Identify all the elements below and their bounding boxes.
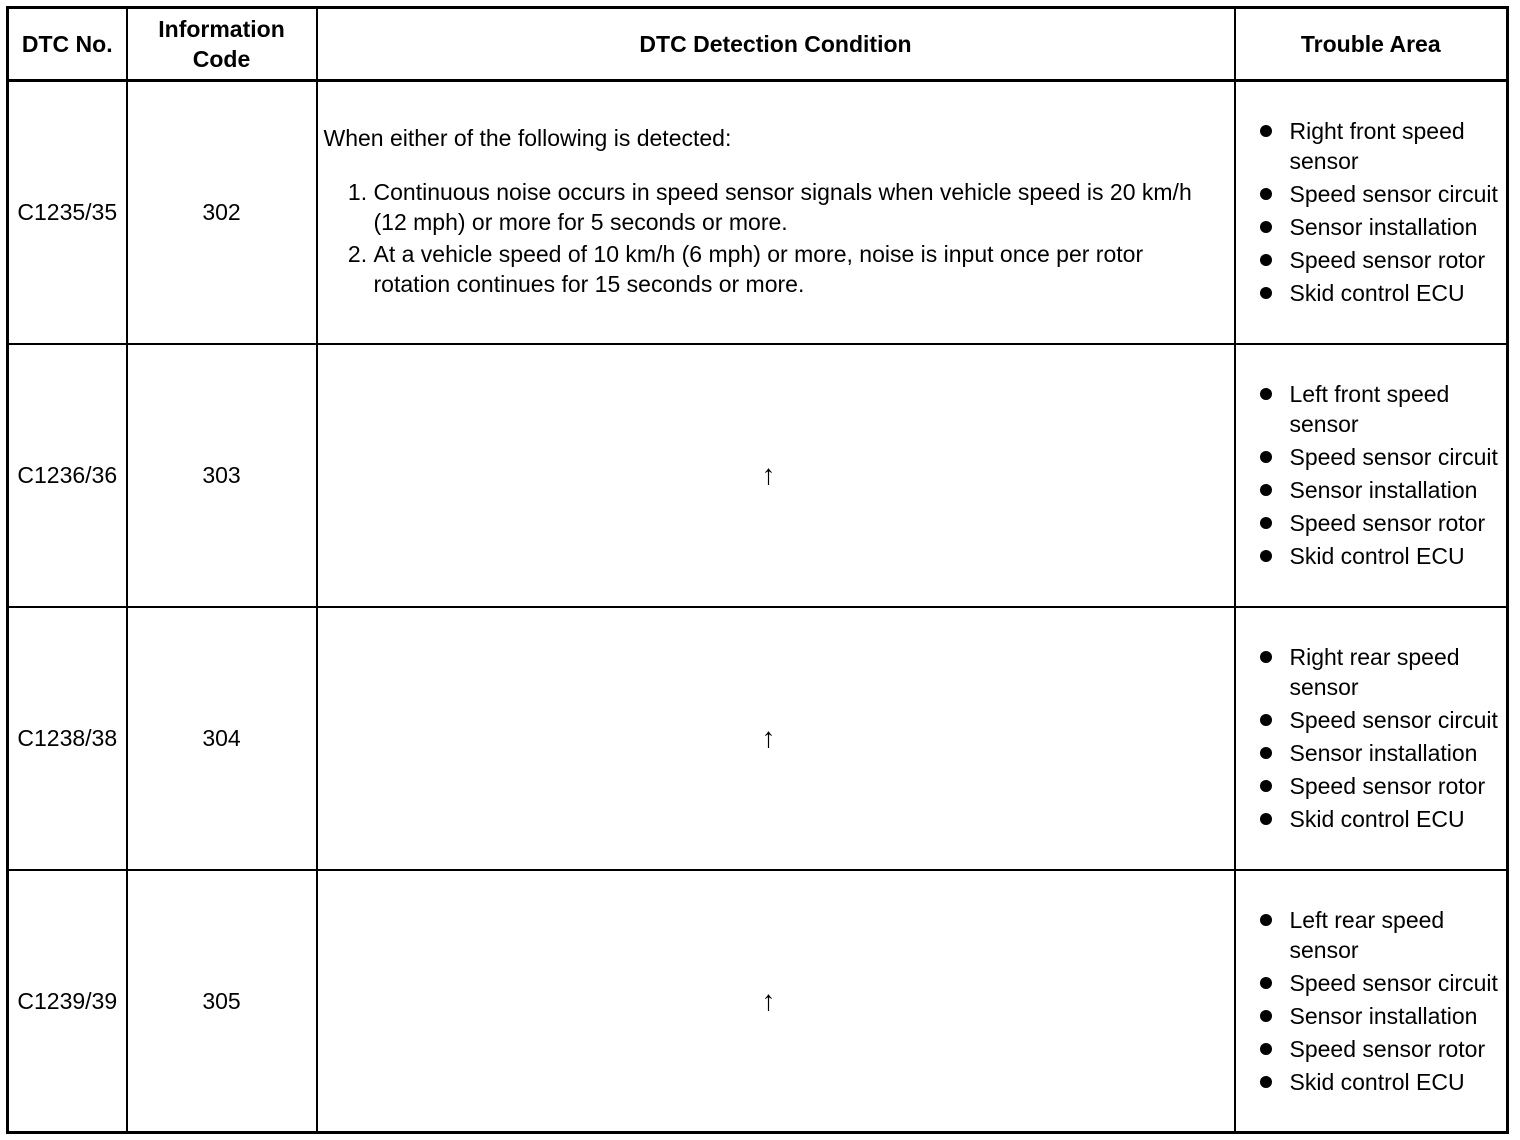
bullet-icon xyxy=(1260,188,1272,200)
bullet-icon xyxy=(1260,813,1272,825)
table-row xyxy=(8,81,1508,344)
header-information-code: Information Code xyxy=(127,8,317,81)
condition-intro: When either of the following is detected: xyxy=(323,125,732,152)
trouble-area xyxy=(1235,344,1508,607)
trouble-area-item: Skid control ECU xyxy=(1258,1067,1501,1097)
trouble-area-item: Speed sensor rotor xyxy=(1258,771,1501,801)
trouble-area-item: Speed sensor circuit xyxy=(1258,968,1501,998)
condition-item: 1. Continuous noise occurs in speed sensor signals when vehicle speed is 20 km/h (12 mph) or more for 5 seconds or more. xyxy=(374,177,1214,237)
bullet-icon xyxy=(1260,388,1272,400)
trouble-area-item: Sensor installation xyxy=(1258,1001,1501,1031)
dtc-table xyxy=(6,6,1509,1134)
table-row xyxy=(8,607,1508,870)
trouble-area-item: Left rear speed sensor xyxy=(1258,905,1501,965)
trouble-area-item: Sensor installation xyxy=(1258,738,1501,768)
header-trouble-area: Trouble Area xyxy=(1235,8,1508,81)
trouble-area-item: Speed sensor rotor xyxy=(1258,508,1501,538)
bullet-icon xyxy=(1260,484,1272,496)
trouble-area xyxy=(1235,81,1508,344)
condition-list xyxy=(324,177,1214,299)
trouble-area-item: Left front speed sensor xyxy=(1258,379,1501,439)
same-as-above-arrow-icon: ↑ xyxy=(317,344,1235,607)
table-row xyxy=(8,870,1508,1133)
dtc-number: C1235/35 xyxy=(8,81,127,344)
trouble-area-item: Sensor installation xyxy=(1258,475,1501,505)
detection-condition xyxy=(317,81,1235,344)
bullet-icon xyxy=(1260,125,1272,137)
condition-item: 2. At a vehicle speed of 10 km/h (6 mph) or more, noise is input once per rotor rotation continues for 15 seconds or more. xyxy=(374,239,1214,299)
trouble-area-item: Speed sensor rotor xyxy=(1258,245,1501,275)
dtc-number: C1239/39 xyxy=(8,870,127,1133)
bullet-icon xyxy=(1260,1010,1272,1022)
bullet-icon xyxy=(1260,714,1272,726)
trouble-area-list xyxy=(1258,905,1501,1097)
table-row xyxy=(8,344,1508,607)
trouble-area-list xyxy=(1258,116,1501,308)
bullet-icon xyxy=(1260,221,1272,233)
same-as-above-arrow-icon: ↑ xyxy=(317,607,1235,870)
bullet-icon xyxy=(1260,1043,1272,1055)
trouble-area-item: Speed sensor circuit xyxy=(1258,442,1501,472)
bullet-icon xyxy=(1260,747,1272,759)
trouble-area-item: Sensor installation xyxy=(1258,212,1501,242)
header-dtc-no: DTC No. xyxy=(8,8,127,81)
dtc-number: C1238/38 xyxy=(8,607,127,870)
information-code: 303 xyxy=(127,344,317,607)
trouble-area-item: Skid control ECU xyxy=(1258,278,1501,308)
information-code: 302 xyxy=(127,81,317,344)
bullet-icon xyxy=(1260,1076,1272,1088)
bullet-icon xyxy=(1260,977,1272,989)
trouble-area-item: Speed sensor rotor xyxy=(1258,1034,1501,1064)
trouble-area-item: Speed sensor circuit xyxy=(1258,179,1501,209)
trouble-area-list xyxy=(1258,379,1501,571)
bullet-icon xyxy=(1260,287,1272,299)
trouble-area xyxy=(1235,607,1508,870)
dtc-table-container xyxy=(6,6,1506,1133)
trouble-area-item: Skid control ECU xyxy=(1258,804,1501,834)
trouble-area-item: Right rear speed sensor xyxy=(1258,642,1501,702)
dtc-number: C1236/36 xyxy=(8,344,127,607)
trouble-area-item: Speed sensor circuit xyxy=(1258,705,1501,735)
bullet-icon xyxy=(1260,651,1272,663)
information-code: 304 xyxy=(127,607,317,870)
bullet-icon xyxy=(1260,550,1272,562)
same-as-above-arrow-icon: ↑ xyxy=(317,870,1235,1133)
bullet-icon xyxy=(1260,517,1272,529)
information-code: 305 xyxy=(127,870,317,1133)
header-detection-condition: DTC Detection Condition xyxy=(317,8,1235,81)
bullet-icon xyxy=(1260,451,1272,463)
trouble-area-item: Skid control ECU xyxy=(1258,541,1501,571)
bullet-icon xyxy=(1260,780,1272,792)
trouble-area-item: Right front speed sensor xyxy=(1258,116,1501,176)
table-header-row xyxy=(8,8,1508,81)
bullet-icon xyxy=(1260,914,1272,926)
bullet-icon xyxy=(1260,254,1272,266)
trouble-area xyxy=(1235,870,1508,1133)
trouble-area-list xyxy=(1258,642,1501,834)
